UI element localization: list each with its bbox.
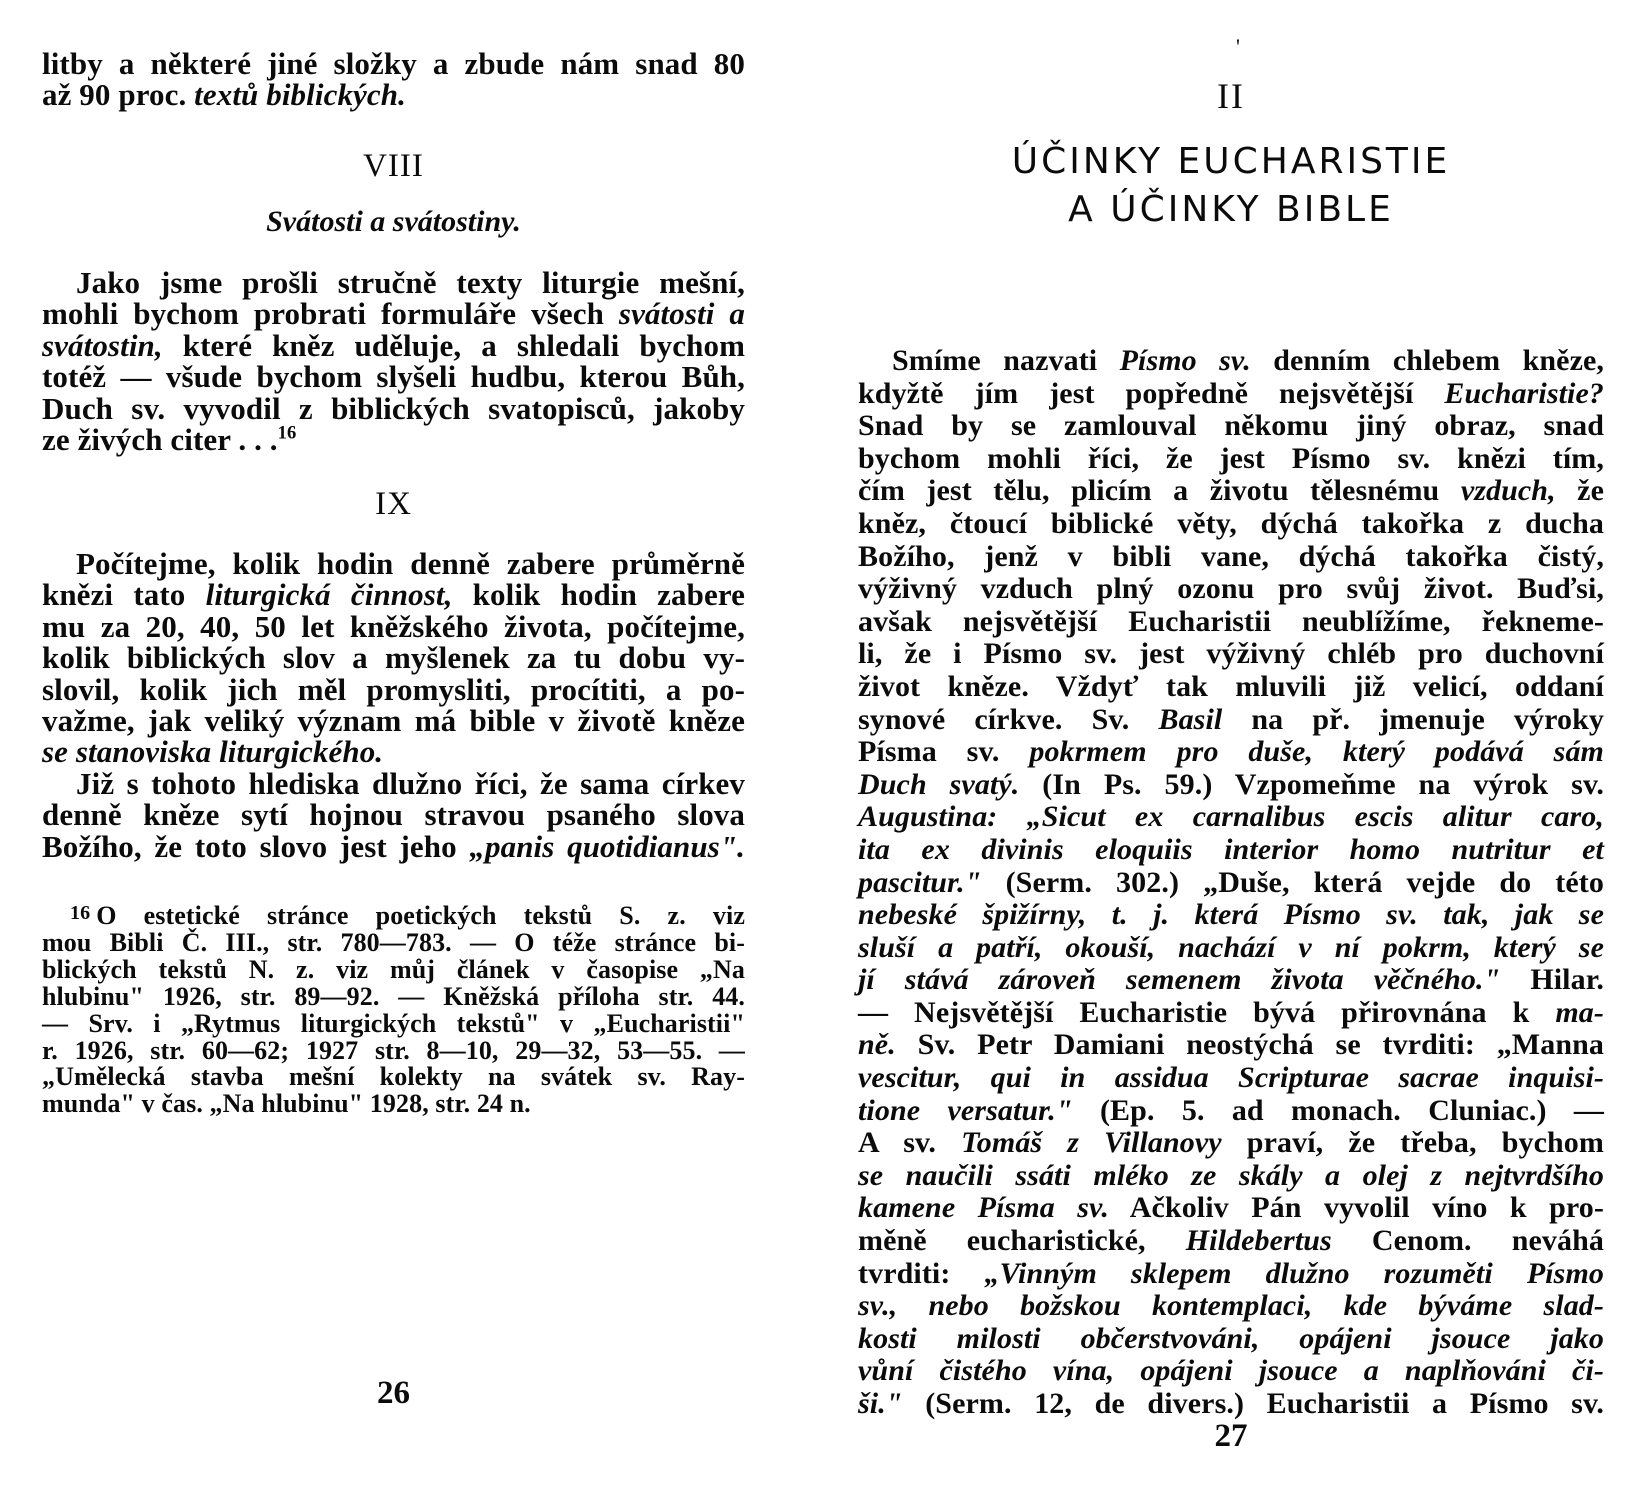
text-line: ši." (Serm. 12, de divers.) Eucharistii a Písmo sv. — [858, 1387, 1604, 1420]
text-line: Smíme nazvati Písmo sv. denním chlebem kněze, — [892, 344, 1604, 377]
page-number: 26 — [377, 1375, 410, 1411]
text-line: Augustina: „Sicut ex carnalibus escis alitur caro, — [858, 800, 1604, 834]
text-line: výživný vzduch plný ozonu pro svůj život. Buďsi, — [858, 572, 1604, 606]
footnote-line: — Srv. i „Rytmus liturgických tekstů" v „Eucharistii" — [42, 1008, 745, 1038]
text-line: se naučili ssáti mléko ze skály a olej z nejtvrdšího — [858, 1158, 1604, 1192]
text-line: Božího, že toto slovo jest jeho „panis quotidianus". — [42, 828, 745, 864]
stray-mark: ' — [1236, 34, 1240, 59]
text-line: litby a některé jiné složky a zbude nám snad 80 — [42, 46, 745, 81]
text-line: sluší a patří, okouší, nachází v ní pokrm, který se — [858, 930, 1604, 964]
text-line: kamene Písma sv. Ačkoliv Pán vyvolil víno k pro- — [858, 1191, 1604, 1225]
text-line: kdyžtě jím jest popředně nejsvětější Eucharistie? — [858, 376, 1604, 410]
paragraph-2 — [42, 548, 745, 862]
text-line: Božího, jenž v bibli vane, dýchá takořka čistý, — [858, 539, 1604, 573]
footnote-mark: 16 — [70, 902, 91, 924]
paragraph-1 — [42, 265, 745, 458]
footnote-line: r. 1926, str. 60—62; 1927 str. 8—10, 29—32, 53—55. — — [42, 1035, 745, 1065]
text-line: totéž — všude bychom slyšeli hudbu, kterou Bůh, — [42, 359, 745, 395]
section-number-ix: IX — [375, 486, 412, 522]
text-line: Jako jsme prošli stručně texty liturgie mešní, — [76, 265, 745, 300]
text-line: vůní čistého vína, opájeni jsouce a naplňováni či- — [858, 1354, 1604, 1388]
text-line: — Nejsvětější Eucharistie bývá přirovnána k ma- — [858, 995, 1604, 1029]
footnote-ref: 16 — [277, 422, 297, 444]
text-line: měně eucharistické, Hildebertus Cenom. neváhá — [858, 1224, 1604, 1258]
text-line: važme, jak veliký význam má bible v životě kněze — [42, 703, 745, 739]
text-line: pascitur." (Serm. 302.) „Duše, která vejde do této — [858, 865, 1604, 899]
text-line: tione versatur." (Ep. 5. ad monach. Cluniac.) — — [858, 1093, 1605, 1127]
footnote-line: mou Bibli Č. III., str. 780—783. — O téže stránce bi- — [42, 927, 745, 957]
text-line: li, že i Písmo sv. jest výživný chléb pro duchovní — [858, 637, 1604, 671]
chapter-number: II — [1217, 76, 1245, 116]
chapter-title — [858, 138, 1604, 234]
text-line: vescitur, qui in assidua Scripturae sacrae inquisi- — [858, 1061, 1604, 1095]
text-line: kosti milosti občerstvováni, opájeni jsouce jako — [858, 1321, 1604, 1355]
text-line: denně kněze sytí hojnou stravou psaného slova — [42, 797, 745, 833]
section-subtitle: Svátosti a svátostiny. — [266, 205, 521, 238]
text-line: Duch svatý. (In Ps. 59.) Vzpomeňme na výrok sv. — [858, 767, 1604, 801]
text-line: ně. Sv. Petr Damiani neostýchá se tvrditi: „Manna — [858, 1028, 1604, 1062]
chapter-body — [858, 345, 1604, 1421]
text-line: čím jest tělu, plicím a životu tělesnému vzduch, že — [858, 474, 1604, 508]
footnote-line: 16 O estetické stránce poetických tekstů S. z. viz — [70, 901, 745, 930]
text-line: slovil, kolik jich měl promysliti, procítiti, a po- — [42, 671, 745, 707]
footnote — [42, 900, 745, 1118]
text-line: bychom mohli říci, že jest Písmo sv. knězi tím, — [858, 441, 1604, 475]
text-line: synové církve. Sv. Basil na př. jmenuje výroky — [858, 702, 1604, 736]
text-line: avšak nejsvětější Eucharistii neublížíme, řekneme- — [858, 604, 1604, 638]
page-number: 27 — [1214, 1418, 1248, 1454]
footnote-line: hlubinu" 1926, str. 89—92. — Kněžská příloha str. 44. — [42, 981, 745, 1011]
chapter-title-line: A ÚČINKY BIBLE — [1068, 189, 1394, 230]
text-line: jí stává zároveň semenem života věčného." Hilar. — [858, 963, 1604, 997]
text-line: Snad by se zamlouval někomu jiný obraz, snad — [858, 409, 1604, 443]
text-line: ze živých citer . . .$^{16}$ — [42, 422, 297, 458]
footnote-line: blických tekstů N. z. viz můj článek v časopise „Na — [42, 954, 745, 984]
text-line: svátostin, které kněz uděluje, a shledali bychom — [42, 327, 745, 363]
text-line: Již s tohoto hlediska dlužno říci, že sama církev — [76, 765, 745, 801]
text-line: mu za 20, 40, 50 let kněžského života, počítejme, — [42, 608, 745, 644]
section-number-viii: VIII — [363, 148, 424, 184]
text-line: život kněze. Vždyť tak mluvili již velicí, oddaní — [858, 669, 1604, 703]
text-line: sv., nebo božskou kontemplaci, kde býváme slad- — [858, 1289, 1604, 1323]
text-line: kolik biblických slov a myšlenek za tu dobu vy- — [42, 640, 745, 676]
text-line: Duch sv. vyvodil z biblických svatopisců, jakoby — [42, 390, 745, 426]
text-line: Počítejme, kolik hodin denně zabere průměrně — [76, 546, 745, 581]
text-line: ita ex divinis eloquiis interior homo nutritur et — [858, 832, 1604, 866]
text-line: Písma sv. pokrmem pro duše, který podává sám — [858, 735, 1604, 769]
text-line: tvrditi: „Vinným sklepem dlužno rozuměti Písmo — [858, 1256, 1604, 1290]
text-line: knězi tato liturgická činnost, kolik hodin zabere — [42, 577, 745, 613]
text-line: nebeské špižírny, t. j. která Písmo sv. tak, jak se — [858, 898, 1604, 932]
top-text — [42, 48, 745, 111]
text-line: mohli bychom probrati formuláře všech svátosti a — [42, 296, 745, 332]
chapter-title-line: ÚČINKY EUCHARISTIE — [1011, 141, 1451, 182]
text-line: se stanoviska liturgického. — [42, 734, 384, 770]
footnote-line: „Umělecká stavba mešní kolekty na svátek sv. Ray- — [42, 1062, 745, 1092]
text-line: A sv. Tomáš z Villanovy praví, že třeba, bychom — [858, 1126, 1604, 1160]
text-line: kněz, čtoucí biblické věty, dýchá takořka z ducha — [858, 506, 1604, 540]
text-line: až 90 proc. textů biblických. — [42, 77, 406, 113]
footnote-line: munda" v čas. „Na hlubinu" 1928, str. 24 n. — [42, 1089, 531, 1119]
